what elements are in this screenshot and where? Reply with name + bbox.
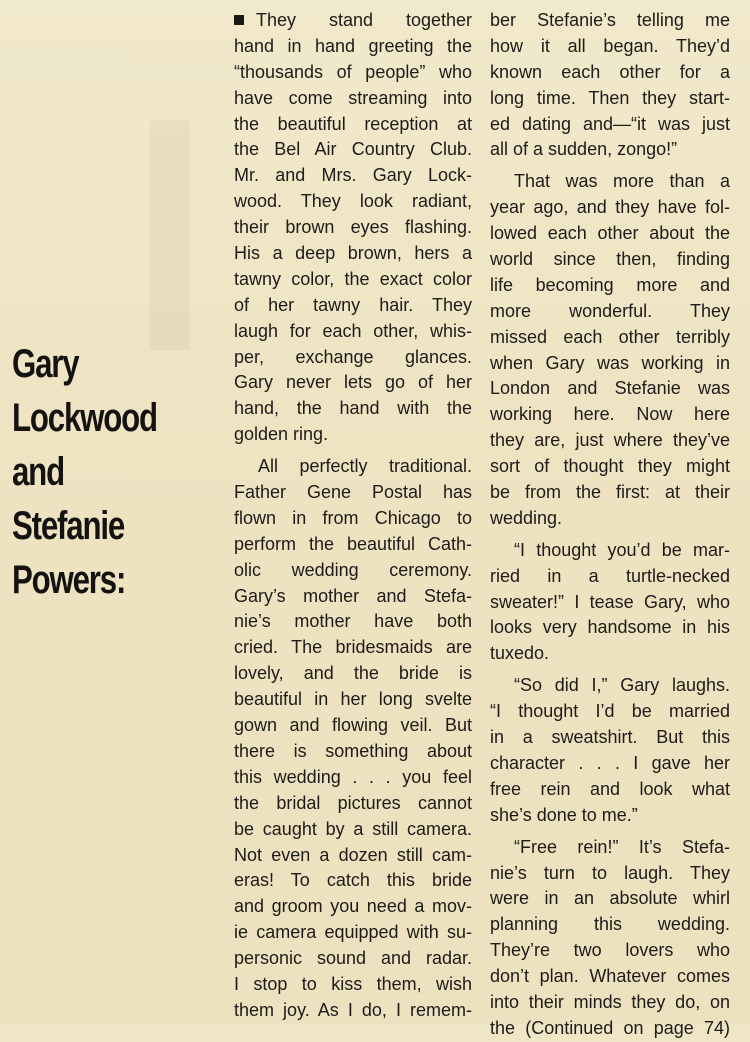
text-line-content: nie’s mother have both — [234, 611, 472, 632]
text-line — [234, 370, 472, 396]
text-line-content: lowed each other about the — [490, 223, 730, 244]
text-line — [234, 319, 472, 345]
print-shadow — [150, 120, 190, 350]
text-line — [490, 137, 730, 163]
text-line-content: this wedding . . . you feel — [234, 766, 472, 787]
text-line — [490, 673, 730, 699]
text-line — [490, 1016, 730, 1042]
text-line-content: sort of thought they might — [490, 456, 730, 477]
text-line — [234, 687, 472, 713]
text-line — [234, 558, 472, 584]
text-line-content: olic wedding ceremony. — [234, 559, 472, 580]
text-line-content: “thousands of people” who — [234, 61, 472, 82]
text-line — [234, 765, 472, 791]
text-line-content: free rein and look what — [490, 778, 730, 799]
text-line-content: eras! To catch this bride — [234, 870, 472, 891]
text-line-content: be from the first: at their — [490, 482, 730, 503]
text-line-content: ed dating and—“it was just — [490, 113, 730, 134]
text-line-content: she’s done to me.” — [490, 804, 638, 825]
text-line-content: laugh for each other, whis- — [234, 320, 472, 341]
text-line — [234, 163, 472, 189]
text-line-content: Not even a dozen still cam- — [234, 844, 472, 865]
text-line — [490, 699, 730, 725]
text-line — [234, 791, 472, 817]
text-line-content: the (Continued on page 74) — [490, 1017, 730, 1038]
text-line — [490, 351, 730, 377]
text-line — [490, 641, 730, 667]
text-line — [490, 912, 730, 938]
text-line-content: Father Gene Postal has — [234, 482, 472, 503]
headline-line: Lockwood — [12, 396, 157, 440]
text-line — [234, 661, 472, 687]
text-line-content: working here. Now here — [490, 404, 730, 425]
text-line — [490, 615, 730, 641]
text-column-2 — [490, 8, 730, 1042]
text-line — [490, 221, 730, 247]
text-line — [234, 345, 472, 371]
text-line-content: cried. The bridesmaids are — [234, 637, 472, 658]
text-line-content: the beautiful reception at — [234, 113, 472, 134]
text-line-content: They’re two lovers who — [490, 940, 730, 961]
text-line-content: how it all began. They’d — [490, 35, 730, 56]
headline-line: Stefanie — [12, 504, 125, 548]
text-line — [234, 293, 472, 319]
text-line-content: personic sound and radar. — [234, 948, 472, 969]
headline-line: Gary — [12, 342, 79, 386]
text-line-content: flown in from Chicago to — [234, 507, 472, 528]
text-line-content: perform the beautiful Cath- — [234, 533, 472, 554]
text-line-content: sweater!” I tease Gary, who — [490, 591, 730, 612]
text-line-content: the Bel Air Country Club. — [234, 139, 472, 160]
text-line — [234, 241, 472, 267]
text-line-content: ie camera equipped with su- — [234, 922, 472, 943]
text-line-content: I stop to kiss them, wish — [234, 973, 472, 994]
text-line — [234, 868, 472, 894]
text-line — [234, 920, 472, 946]
text-line — [234, 267, 472, 293]
text-line-content: their brown eyes flashing. — [234, 217, 472, 238]
text-line — [490, 480, 730, 506]
text-line-content: ried in a turtle-necked — [490, 565, 730, 586]
text-line — [234, 86, 472, 112]
text-line — [490, 725, 730, 751]
text-line — [490, 777, 730, 803]
text-line — [490, 247, 730, 273]
text-line — [234, 998, 472, 1024]
text-line-content: world since then, finding — [490, 249, 730, 270]
text-line-content: more wonderful. They — [490, 300, 730, 321]
text-line — [490, 195, 730, 221]
square-bullet-icon — [234, 15, 244, 25]
text-line — [490, 835, 730, 861]
text-line — [490, 938, 730, 964]
text-line — [490, 112, 730, 138]
text-line-content: per, exchange glances. — [234, 346, 472, 367]
text-line-content: long time. Then they start- — [490, 87, 730, 108]
text-line — [234, 215, 472, 241]
text-line — [490, 564, 730, 590]
text-line — [490, 506, 730, 532]
text-line-content: “I thought I’d be married — [490, 701, 730, 722]
text-line — [490, 538, 730, 564]
text-line — [490, 402, 730, 428]
text-line — [234, 532, 472, 558]
text-line — [234, 972, 472, 998]
text-line — [490, 60, 730, 86]
text-line — [490, 34, 730, 60]
text-line — [490, 86, 730, 112]
text-line — [234, 34, 472, 60]
text-line-content: “So did I,” Gary laughs. — [514, 675, 730, 696]
text-line — [490, 169, 730, 195]
text-line — [490, 886, 730, 912]
text-line-content: Gary’s mother and Stefa- — [234, 585, 472, 606]
text-line-content: were in an absolute whirl — [490, 888, 730, 909]
text-line-content: year ago, and they have fol- — [490, 197, 730, 218]
text-line-content: hand, the hand with the — [234, 398, 472, 419]
text-line-content: when Gary was working in — [490, 352, 730, 373]
text-line — [234, 817, 472, 843]
text-line-content: Gary never lets go of her — [234, 372, 472, 393]
text-line-content: beautiful in her long svelte — [234, 689, 472, 710]
text-line — [490, 8, 730, 34]
text-line-content: of her tawny hair. They — [234, 294, 472, 315]
text-line — [234, 635, 472, 661]
text-line — [234, 843, 472, 869]
text-line — [234, 8, 472, 34]
text-line-content: be caught by a still camera. — [234, 818, 472, 839]
text-column-1 — [234, 8, 472, 1024]
text-line — [234, 713, 472, 739]
text-line-content: missed each other terribly — [490, 326, 730, 347]
text-line — [490, 751, 730, 777]
text-line — [234, 609, 472, 635]
text-line-content: golden ring. — [234, 424, 329, 445]
text-line-content: life becoming more and — [490, 274, 730, 295]
text-line-content: “Free rein!” It’s Stefa- — [514, 836, 730, 857]
text-line — [490, 454, 730, 480]
text-line — [234, 396, 472, 422]
text-line-content: there is something about — [234, 740, 472, 761]
text-line — [490, 990, 730, 1016]
text-line-content: wedding. — [490, 507, 563, 528]
text-line — [234, 506, 472, 532]
text-line — [490, 376, 730, 402]
text-line-content: known each other for a — [490, 61, 730, 82]
text-line — [490, 861, 730, 887]
text-line-content: They stand together — [256, 10, 472, 30]
article-headline — [12, 337, 160, 607]
text-line-content: the bridal pictures cannot — [234, 792, 472, 813]
text-line — [234, 454, 472, 480]
text-line — [234, 946, 472, 972]
text-line-content: planning this wedding. — [490, 914, 730, 935]
text-line-content: Mr. and Mrs. Gary Lock- — [234, 165, 472, 186]
headline-line: and — [12, 450, 64, 494]
text-line — [490, 273, 730, 299]
text-line — [234, 189, 472, 215]
text-line-content: That was more than a — [514, 171, 730, 192]
text-line — [234, 739, 472, 765]
text-line-content: gown and flowing veil. But — [234, 715, 472, 736]
text-line — [490, 964, 730, 990]
headline-line: Powers: — [12, 558, 126, 602]
text-line — [234, 480, 472, 506]
text-line-content: all of a sudden, zongo!” — [490, 139, 678, 160]
text-line-content: tawny color, the exact color — [234, 268, 472, 289]
text-line — [234, 112, 472, 138]
text-line-content: nie’s turn to laugh. They — [490, 862, 730, 883]
text-line-content: wood. They look radiant, — [234, 191, 472, 212]
text-line-content: them joy. As I do, I remem- — [234, 999, 472, 1020]
text-line-content: hand in hand greeting the — [234, 35, 472, 56]
text-line — [234, 422, 472, 448]
text-line — [234, 137, 472, 163]
text-line-content: into their minds they do, on — [490, 991, 730, 1012]
text-line-content: London and Stefanie was — [490, 378, 730, 399]
text-line-content: “I thought you’d be mar- — [514, 539, 730, 560]
text-line-content: they are, just where they’ve — [490, 430, 730, 451]
text-line — [234, 894, 472, 920]
text-line-content: and groom you need a mov- — [234, 896, 472, 917]
text-line-content: in a sweatshirt. But this — [490, 727, 730, 748]
text-line-content: don’t plan. Whatever comes — [490, 966, 730, 987]
text-line-content: lovely, and the bride is — [234, 663, 472, 684]
text-line-content: character . . . I gave her — [490, 752, 730, 773]
text-line — [490, 299, 730, 325]
text-line-content: All perfectly traditional. — [258, 456, 472, 477]
text-line-content: have come streaming into — [234, 87, 472, 108]
text-line-content: ber Stefanie’s telling me — [490, 10, 730, 30]
text-line — [234, 60, 472, 86]
text-line — [490, 590, 730, 616]
text-line — [234, 584, 472, 610]
text-line — [490, 325, 730, 351]
text-line — [490, 428, 730, 454]
text-line-content: looks very handsome in his — [490, 617, 730, 638]
text-line-content: tuxedo. — [490, 643, 550, 664]
text-line — [490, 803, 730, 829]
text-line-content: His a deep brown, hers a — [234, 243, 472, 264]
